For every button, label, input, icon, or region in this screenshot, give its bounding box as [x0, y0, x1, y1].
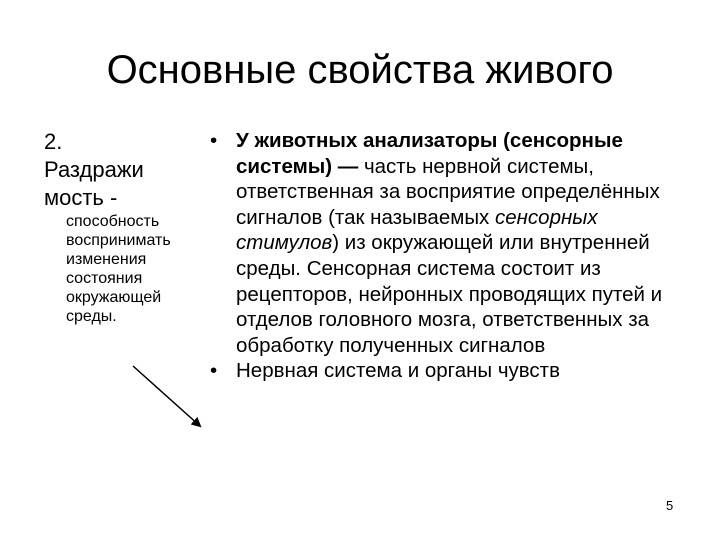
- left-small-line: воспринимать: [66, 232, 171, 249]
- left-small-line: способность: [66, 213, 160, 230]
- bullet-text: Нервная система и органы чувств: [236, 359, 560, 383]
- bullet-item: [208, 358, 688, 384]
- bullet-text: часть нервной системы, ответственная за восприятие определённых сигналов (так называемых: [236, 154, 660, 229]
- bullet-list: [208, 128, 688, 384]
- bullet-dot: •: [210, 359, 218, 383]
- left-line: мость -: [44, 185, 118, 210]
- slide-title: Основные свойства живого: [106, 48, 614, 92]
- left-small-line: окружающей: [66, 289, 162, 306]
- bullet-item: [208, 128, 688, 358]
- left-definition: [44, 128, 204, 326]
- page-number: 5: [666, 498, 674, 513]
- left-line: Раздражи: [44, 157, 144, 182]
- bullet-text: ) из окружающей или внутренней среды. Сенсорная система состоит из рецепторов, нейронных проводящих путей и отделов головного мозга, ответственных за обработку полученных сигналов: [236, 231, 663, 357]
- bullet-bold-text: У животных анализаторы (сенсорные системы) —: [236, 129, 623, 178]
- left-small-line: изменения: [66, 251, 147, 268]
- bullet-italic-text: сенсорных стимулов: [236, 205, 598, 255]
- left-line: 2.: [44, 129, 63, 154]
- bullet-dot: •: [210, 129, 218, 152]
- left-small-line: состояния: [66, 270, 143, 287]
- left-small-line: среды.: [66, 308, 117, 325]
